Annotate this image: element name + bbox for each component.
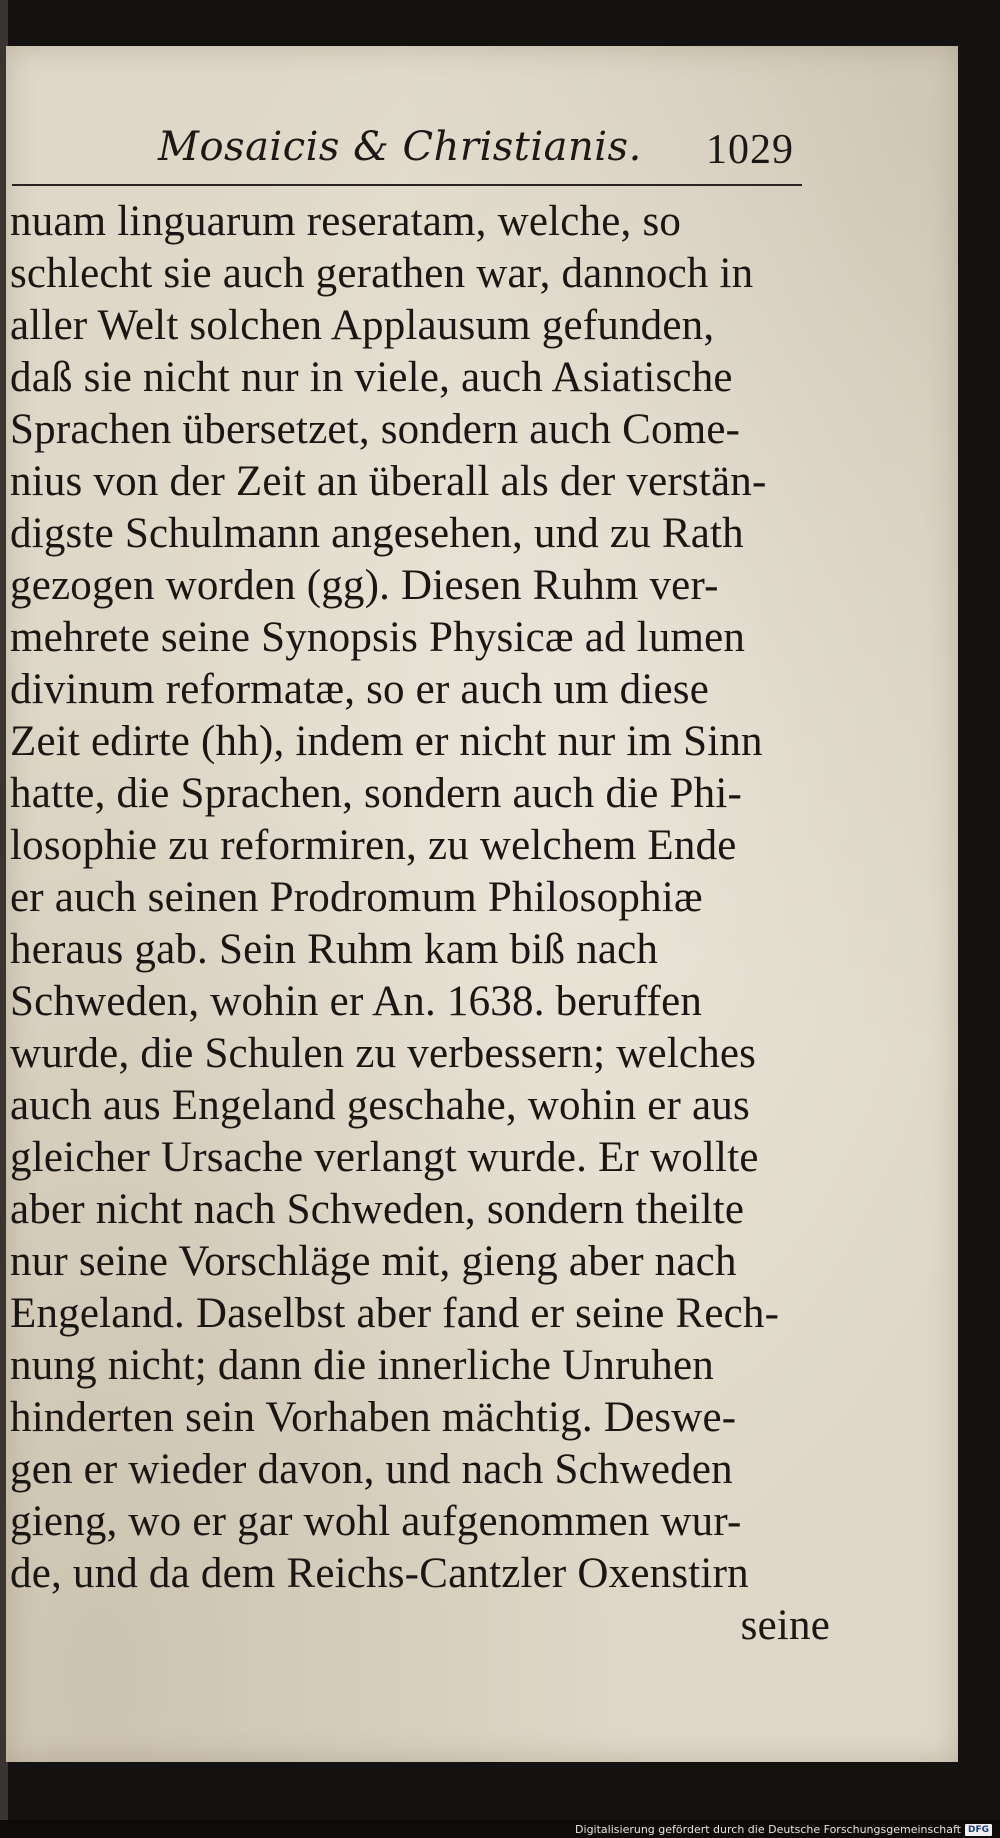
text-line: nur seine Vorschläge mit, gieng aber nach [10, 1238, 737, 1285]
text-line: hatte, die Sprachen, sondern auch die Phi- [10, 770, 743, 817]
footer-bar [0, 1820, 1000, 1838]
text-line: er auch seinen Prodromum Philosophiæ [10, 874, 703, 921]
text-line: Schweden, wohin er An. 1638. beruffen [10, 978, 703, 1025]
text-line: heraus gab. Sein Ruhm kam biß nach [10, 926, 659, 973]
text-line: Engeland. Daselbst aber fand er seine Rech- [10, 1290, 780, 1337]
text-line: gen er wieder davon, und nach Schweden [10, 1446, 733, 1493]
text-line: gieng, wo er gar wohl aufgenommen wur- [10, 1498, 742, 1545]
text-line: gleicher Ursache verlangt wurde. Er wollte [10, 1134, 759, 1181]
body-text [10, 196, 830, 1652]
text-line: aber nicht nach Schweden, sondern theilte [10, 1186, 745, 1233]
text-line: Sprachen übersetzet, sondern auch Come- [10, 406, 741, 453]
text-line: daß sie nicht nur in viele, auch Asiatische [10, 354, 733, 401]
text-line: digste Schulmann angesehen, und zu Rath [10, 510, 744, 557]
text-line: divinum reformatæ, so er auch um diese [10, 666, 710, 713]
text-line: nius von der Zeit an überall als der verstän- [10, 458, 767, 505]
running-title: Mosaicis & Christianis. [158, 124, 642, 170]
catchword: seine [740, 1602, 830, 1649]
page-number: 1029 [706, 127, 794, 173]
header-rule [12, 184, 802, 186]
text-line: nung nicht; dann die innerliche Unruhen [10, 1342, 714, 1389]
text-line: auch aus Engeland geschahe, wohin er aus [10, 1082, 750, 1129]
text-line: wurde, die Schulen zu verbessern; welches [10, 1030, 757, 1077]
dfg-logo-icon: DFG [965, 1824, 992, 1836]
text-line: gezogen worden (gg). Diesen Ruhm ver- [10, 562, 719, 609]
digitization-credit [575, 1823, 992, 1836]
text-line: aller Welt solchen Applausum gefunden, [10, 302, 715, 349]
text-line: mehrete seine Synopsis Physicæ ad lumen [10, 614, 746, 661]
text-line: losophie zu reformiren, zu welchem Ende [10, 822, 737, 869]
credit-text: Digitalisierung gefördert durch die Deutsche Forschungsgemeinschaft [575, 1823, 961, 1836]
text-line: de, und da dem Reichs-Cantzler Oxenstirn [10, 1550, 749, 1597]
text-line: Zeit edirte (hh), indem er nicht nur im Sinn [10, 718, 763, 765]
text-line: hinderten sein Vorhaben mächtig. Deswe- [10, 1394, 737, 1441]
text-line: schlecht sie auch gerathen war, dannoch in [10, 250, 754, 297]
text-line: nuam linguarum reseratam, welche, so [10, 198, 682, 245]
